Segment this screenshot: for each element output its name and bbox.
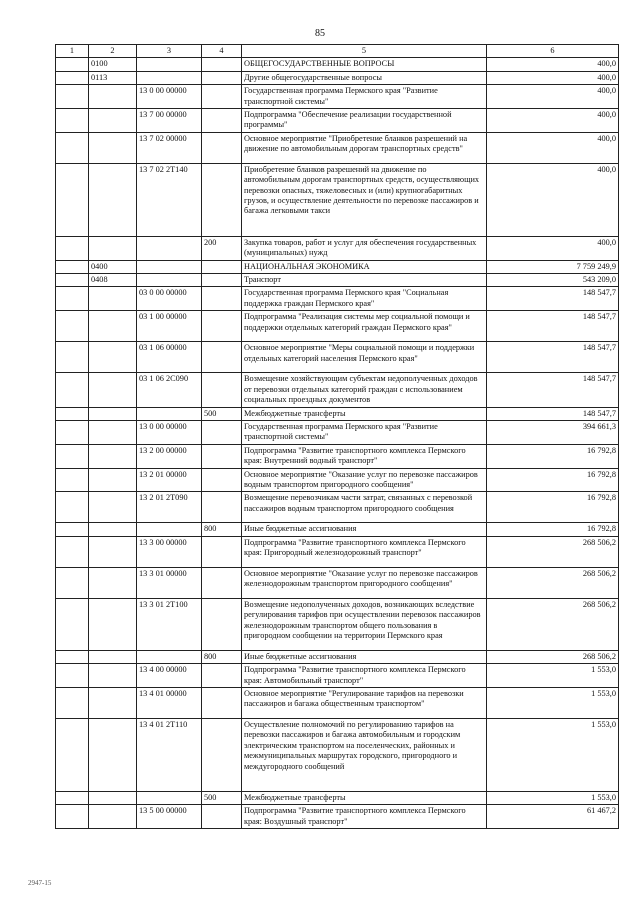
row-number-cell [56, 85, 89, 109]
section-code-cell [89, 805, 137, 829]
expense-type-cell [202, 468, 242, 492]
row-number-cell [56, 598, 89, 650]
row-number-cell [56, 420, 89, 444]
amount-cell: 400,0 [487, 109, 619, 133]
column-header: 6 [487, 45, 619, 58]
amount-cell: 1 553,0 [487, 664, 619, 688]
description-cell: Подпрограмма "Обеспечение реализации государственной программы" [242, 109, 487, 133]
table-row [56, 311, 619, 342]
row-number-cell [56, 132, 89, 163]
amount-cell: 148 547,7 [487, 311, 619, 342]
description-cell: Основное мероприятие "Оказание услуг по перевозке пассажиров железнодорожным транспортом пригородного сообщения" [242, 567, 487, 598]
amount-cell: 7 759 249,9 [487, 260, 619, 273]
amount-cell: 268 506,2 [487, 536, 619, 567]
section-code-cell [89, 109, 137, 133]
amount-cell: 1 553,0 [487, 718, 619, 791]
amount-cell: 268 506,2 [487, 650, 619, 663]
description-cell: Межбюджетные трансферты [242, 407, 487, 420]
description-cell: Основное мероприятие "Регулирование тарифов на перевозки пассажиров и багажа общественным транспортом" [242, 687, 487, 718]
description-cell: Государственная программа Пермского края "Развитие транспортной системы" [242, 420, 487, 444]
row-number-cell [56, 260, 89, 273]
column-header: 1 [56, 45, 89, 58]
target-item-cell [137, 260, 202, 273]
expense-type-cell [202, 373, 242, 407]
expense-type-cell [202, 718, 242, 791]
target-item-cell [137, 236, 202, 260]
target-item-cell: 13 2 01 2T090 [137, 492, 202, 523]
expense-type-cell [202, 71, 242, 84]
table-row [56, 664, 619, 688]
table-row [56, 805, 619, 829]
section-code-cell [89, 468, 137, 492]
expense-type-cell: 500 [202, 791, 242, 804]
target-item-cell [137, 58, 202, 71]
row-number-cell [56, 687, 89, 718]
amount-cell: 268 506,2 [487, 598, 619, 650]
section-code-cell [89, 342, 137, 373]
amount-cell: 16 792,8 [487, 523, 619, 536]
description-cell: НАЦИОНАЛЬНАЯ ЭКОНОМИКА [242, 260, 487, 273]
target-item-cell: 13 7 02 2T140 [137, 163, 202, 236]
target-item-cell [137, 791, 202, 804]
description-cell: Подпрограмма "Развитие транспортного комплекса Пермского края: Автомобильный транспорт" [242, 664, 487, 688]
target-item-cell [137, 650, 202, 663]
section-code-cell [89, 492, 137, 523]
table-row [56, 132, 619, 163]
table-row [56, 287, 619, 311]
row-number-cell [56, 536, 89, 567]
section-code-cell [89, 536, 137, 567]
expense-type-cell [202, 536, 242, 567]
section-code-cell [89, 407, 137, 420]
expense-type-cell [202, 274, 242, 287]
description-cell: Иные бюджетные ассигнования [242, 523, 487, 536]
table-row [56, 407, 619, 420]
table-header-row [56, 45, 619, 58]
description-cell: Подпрограмма "Развитие транспортного комплекса Пермского края: Внутренний водный транспорт" [242, 444, 487, 468]
description-cell: Возмещение недополученных доходов, возникающих вследствие регулирования тарифов при осуществлении перевозок пассажиров железнодорожным транспортом общего пользования в пригородном сообщении на территории Пермского края [242, 598, 487, 650]
target-item-cell: 13 3 00 00000 [137, 536, 202, 567]
amount-cell: 268 506,2 [487, 567, 619, 598]
table-row [56, 58, 619, 71]
description-cell: ОБЩЕГОСУДАРСТВЕННЫЕ ВОПРОСЫ [242, 58, 487, 71]
target-item-cell [137, 407, 202, 420]
table-row [56, 342, 619, 373]
row-number-cell [56, 650, 89, 663]
target-item-cell: 03 0 00 00000 [137, 287, 202, 311]
amount-cell: 61 467,2 [487, 805, 619, 829]
expense-type-cell: 800 [202, 523, 242, 536]
row-number-cell [56, 444, 89, 468]
expense-type-cell [202, 311, 242, 342]
expense-type-cell [202, 132, 242, 163]
expense-type-cell [202, 567, 242, 598]
target-item-cell: 13 0 00 00000 [137, 85, 202, 109]
target-item-cell: 13 0 00 00000 [137, 420, 202, 444]
description-cell: Межбюджетные трансферты [242, 791, 487, 804]
section-code-cell [89, 163, 137, 236]
section-code-cell [89, 567, 137, 598]
row-number-cell [56, 163, 89, 236]
column-header: 5 [242, 45, 487, 58]
row-number-cell [56, 287, 89, 311]
expense-type-cell [202, 492, 242, 523]
target-item-cell: 03 1 00 00000 [137, 311, 202, 342]
section-code-cell [89, 420, 137, 444]
target-item-cell: 13 4 01 00000 [137, 687, 202, 718]
description-cell: Подпрограмма "Реализация системы мер социальной помощи и поддержки отдельных категорий граждан Пермского края" [242, 311, 487, 342]
row-number-cell [56, 718, 89, 791]
amount-cell: 148 547,7 [487, 373, 619, 407]
amount-cell: 543 209,0 [487, 274, 619, 287]
section-code-cell [89, 598, 137, 650]
amount-cell: 16 792,8 [487, 468, 619, 492]
description-cell: Другие общегосударственные вопросы [242, 71, 487, 84]
amount-cell: 148 547,7 [487, 407, 619, 420]
table-row [56, 718, 619, 791]
description-cell: Приобретение бланков разрешений на движение по автомобильным дорогам транспортных средств, осуществляющих перевозки опасных, тяжеловесных и (или) крупногабаритных грузов, и осуществление деятельности по перевозке пассажиров и багажа легковыми такси [242, 163, 487, 236]
amount-cell: 148 547,7 [487, 342, 619, 373]
section-code-cell: 0113 [89, 71, 137, 84]
expense-type-cell [202, 805, 242, 829]
expense-type-cell [202, 163, 242, 236]
row-number-cell [56, 373, 89, 407]
section-code-cell [89, 523, 137, 536]
amount-cell: 394 661,3 [487, 420, 619, 444]
expense-type-cell [202, 85, 242, 109]
table-row [56, 536, 619, 567]
section-code-cell [89, 650, 137, 663]
expense-type-cell [202, 444, 242, 468]
description-cell: Подпрограмма "Развитие транспортного комплекса Пермского края: Пригородный железнодорожный транспорт" [242, 536, 487, 567]
expense-type-cell [202, 598, 242, 650]
description-cell: Государственная программа Пермского края "Развитие транспортной системы" [242, 85, 487, 109]
column-header: 4 [202, 45, 242, 58]
section-code-cell [89, 687, 137, 718]
column-header: 2 [89, 45, 137, 58]
row-number-cell [56, 274, 89, 287]
section-code-cell [89, 85, 137, 109]
target-item-cell: 13 7 00 00000 [137, 109, 202, 133]
target-item-cell: 13 7 02 00000 [137, 132, 202, 163]
target-item-cell: 13 5 00 00000 [137, 805, 202, 829]
row-number-cell [56, 71, 89, 84]
amount-cell: 1 553,0 [487, 791, 619, 804]
section-code-cell [89, 236, 137, 260]
target-item-cell: 13 4 01 2T110 [137, 718, 202, 791]
row-number-cell [56, 236, 89, 260]
table-row [56, 468, 619, 492]
row-number-cell [56, 492, 89, 523]
expense-type-cell [202, 420, 242, 444]
amount-cell: 16 792,8 [487, 444, 619, 468]
expense-type-cell [202, 342, 242, 373]
table-row [56, 109, 619, 133]
expense-type-cell [202, 687, 242, 718]
target-item-cell [137, 523, 202, 536]
amount-cell: 400,0 [487, 132, 619, 163]
row-number-cell [56, 791, 89, 804]
description-cell: Возмещение хозяйствующим субъектам недополученных доходов от перевозки отдельных категорий граждан с использованием социальных проездных документов [242, 373, 487, 407]
expense-type-cell: 200 [202, 236, 242, 260]
target-item-cell: 13 3 01 2T100 [137, 598, 202, 650]
description-cell: Основное мероприятие "Оказание услуг по перевозке пассажиров водным транспортом пригородного сообщения" [242, 468, 487, 492]
table-row [56, 420, 619, 444]
table-row [56, 260, 619, 273]
description-cell: Государственная программа Пермского края "Социальная поддержка граждан Пермского края" [242, 287, 487, 311]
target-item-cell: 13 3 01 00000 [137, 567, 202, 598]
target-item-cell: 13 2 01 00000 [137, 468, 202, 492]
table-row [56, 598, 619, 650]
expense-type-cell [202, 109, 242, 133]
section-code-cell [89, 444, 137, 468]
amount-cell: 400,0 [487, 71, 619, 84]
table-row [56, 274, 619, 287]
row-number-cell [56, 58, 89, 71]
table-row [56, 444, 619, 468]
target-item-cell: 03 1 06 2C090 [137, 373, 202, 407]
amount-cell: 400,0 [487, 236, 619, 260]
expense-type-cell: 500 [202, 407, 242, 420]
row-number-cell [56, 664, 89, 688]
amount-cell: 400,0 [487, 58, 619, 71]
description-cell: Основное мероприятие "Меры социальной помощи и поддержки отдельных категорий населения Пермского края" [242, 342, 487, 373]
description-cell: Возмещение перевозчикам части затрат, связанных с перевозкой пассажиров водным транспортом пригородного сообщения [242, 492, 487, 523]
description-cell: Осуществление полномочий по регулированию тарифов на перевозки пассажиров и багажа автомобильным и городским электрическим транспортом на поселенческих, районных и межмуниципальных маршрутах городского, пригородного и междугородного сообщений [242, 718, 487, 791]
amount-cell: 400,0 [487, 163, 619, 236]
expense-type-cell [202, 664, 242, 688]
table-row [56, 71, 619, 84]
section-code-cell: 0408 [89, 274, 137, 287]
target-item-cell: 13 2 00 00000 [137, 444, 202, 468]
footer-code: 2947-15 [28, 879, 52, 887]
section-code-cell [89, 718, 137, 791]
section-code-cell [89, 664, 137, 688]
description-cell: Закупка товаров, работ и услуг для обеспечения государственных (муниципальных) нужд [242, 236, 487, 260]
description-cell: Иные бюджетные ассигнования [242, 650, 487, 663]
section-code-cell [89, 373, 137, 407]
target-item-cell: 13 4 00 00000 [137, 664, 202, 688]
row-number-cell [56, 805, 89, 829]
table-row [56, 163, 619, 236]
row-number-cell [56, 523, 89, 536]
amount-cell: 400,0 [487, 85, 619, 109]
expense-type-cell: 800 [202, 650, 242, 663]
expense-type-cell [202, 287, 242, 311]
row-number-cell [56, 342, 89, 373]
page-number: 85 [315, 28, 325, 39]
table-row [56, 567, 619, 598]
table-row [56, 373, 619, 407]
table-row [56, 492, 619, 523]
expense-type-cell [202, 260, 242, 273]
amount-cell: 148 547,7 [487, 287, 619, 311]
row-number-cell [56, 311, 89, 342]
target-item-cell: 03 1 06 00000 [137, 342, 202, 373]
expense-type-cell [202, 58, 242, 71]
budget-table [55, 44, 619, 829]
table-row [56, 85, 619, 109]
description-cell: Подпрограмма "Развитие транспортного комплекса Пермского края: Воздушный транспорт" [242, 805, 487, 829]
target-item-cell [137, 71, 202, 84]
row-number-cell [56, 567, 89, 598]
description-cell: Основное мероприятие "Приобретение бланков разрешений на движение по автомобильным дорогам транспортных средств" [242, 132, 487, 163]
row-number-cell [56, 468, 89, 492]
section-code-cell [89, 132, 137, 163]
description-cell: Транспорт [242, 274, 487, 287]
column-header: 3 [137, 45, 202, 58]
row-number-cell [56, 109, 89, 133]
section-code-cell [89, 791, 137, 804]
section-code-cell: 0100 [89, 58, 137, 71]
table-row [56, 523, 619, 536]
row-number-cell [56, 407, 89, 420]
table-row [56, 650, 619, 663]
section-code-cell [89, 311, 137, 342]
section-code-cell [89, 287, 137, 311]
table-row [56, 236, 619, 260]
amount-cell: 1 553,0 [487, 687, 619, 718]
table-row [56, 687, 619, 718]
target-item-cell [137, 274, 202, 287]
section-code-cell: 0400 [89, 260, 137, 273]
table-row [56, 791, 619, 804]
amount-cell: 16 792,8 [487, 492, 619, 523]
